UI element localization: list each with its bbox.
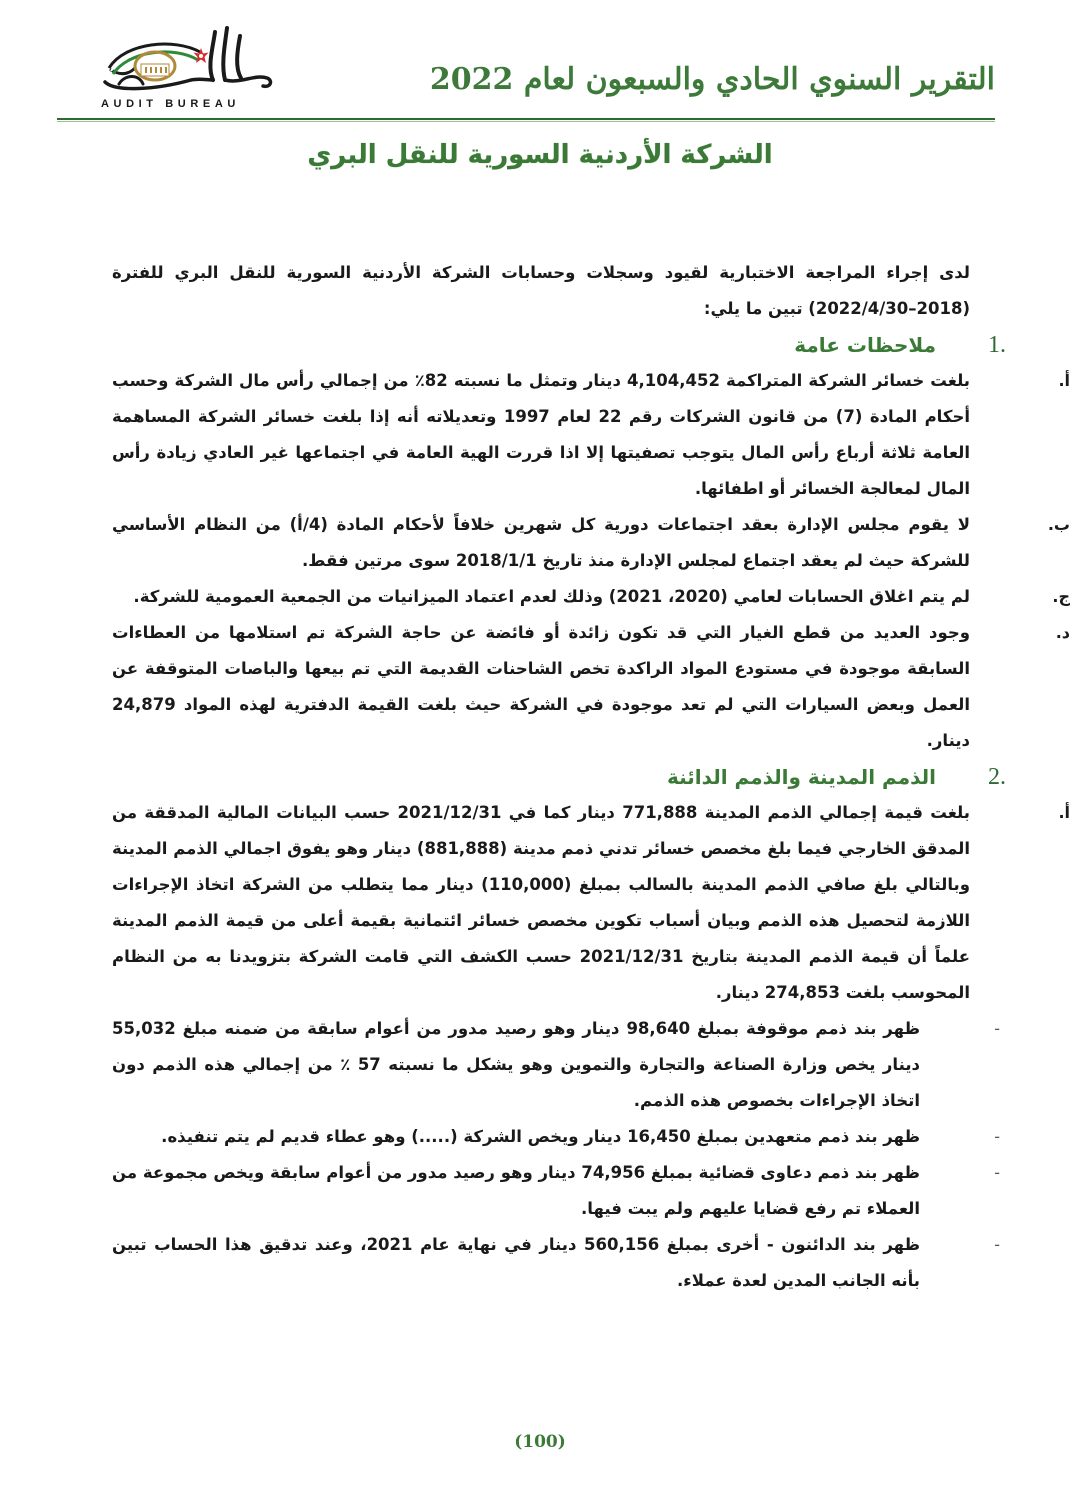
list-item xyxy=(112,363,1070,507)
list-item xyxy=(112,579,1070,615)
item-label: ج. xyxy=(1052,587,1070,606)
bullet-item xyxy=(112,1227,1000,1299)
section-general-notes xyxy=(112,327,1070,759)
list-item xyxy=(112,615,1070,759)
item-text: لا يقوم مجلس الإدارة بعقد اجتماعات دورية كل شهرين خلافاً لأحكام المادة (4/أ) من النظام الأساسي للشركة حيث لم يعقد اجتماع لمجلس الإدارة منذ تاريخ 2018/1/1 سوى مرتين فقط. xyxy=(112,515,970,570)
item-label: د. xyxy=(1055,623,1070,642)
bullet-text: ظهر بند ذمم متعهدين بمبلغ 16,450 دينار ويخص الشركة (.....) وهو عطاء قديم لم يتم تنفيذه. xyxy=(161,1127,920,1146)
bullet-item xyxy=(112,1119,1000,1155)
dash-marker: - xyxy=(994,1163,1000,1182)
item-text: لم يتم اغلاق الحسابات لعامي (2020، 2021) وذلك لعدم اعتماد الميزانيات من الجمعية العمومية للشركة. xyxy=(133,587,970,606)
company-title: الشركة الأردنية السورية للنقل البري xyxy=(307,140,773,170)
section-number: 2. xyxy=(988,763,1006,790)
section-receivables-payables xyxy=(112,759,1070,1299)
document-body xyxy=(112,255,1070,1299)
bullet-text: ظهر بند ذمم موقوفة بمبلغ 98,640 دينار وهو رصيد مدور من أعوام سابقة من ضمنه مبلغ 55,032 دينار يخص وزارة الصناعة والتجارة والتموين وهو يشكل ما نسبته 57 ٪ من إجمالي هذه الذمم دون اتخاذ الإجراءات بخصوص هذه الذمم. xyxy=(112,1019,921,1110)
logo-caption: AUDIT BUREAU xyxy=(101,98,240,110)
section-number: 1. xyxy=(988,331,1006,358)
header-divider xyxy=(57,118,995,122)
page-number: (100) xyxy=(514,1432,566,1452)
bullet-item xyxy=(112,1155,1000,1227)
audit-bureau-logo xyxy=(95,22,280,110)
audit-bureau-emblem-icon xyxy=(95,22,280,97)
section-title: ملاحظات عامة xyxy=(794,333,936,357)
dash-marker: - xyxy=(994,1019,1000,1038)
section-heading xyxy=(112,327,1006,363)
item-text: بلغت خسائر الشركة المتراكمة 4,104,452 دينار وتمثل ما نسبته 82٪ من إجمالي رأس مال الشركة وحسب أحكام المادة (7) من قانون الشركات رقم 22 لعام 1997 وتعديلاته أنه إذا بلغت خسائر الشركة المساهمة العامة ثلاثة أرباع رأس المال يتوجب تصفيتها إلا اذا قررت الهية العامة في اجتماعها غير العادي زيادة رأس المال لمعالجة الخسائر أو اطفائها. xyxy=(112,371,971,498)
page-header xyxy=(55,20,995,120)
dash-marker: - xyxy=(994,1235,1000,1254)
report-title: التقرير السنوي الحادي والسبعون لعام 2022 xyxy=(429,62,995,97)
item-label: ب. xyxy=(1047,515,1070,534)
item-label: أ. xyxy=(1058,803,1070,822)
item-label: أ. xyxy=(1058,371,1070,390)
bullet-text: ظهر بند الدائنون - أخرى بمبلغ 560,156 دينار في نهاية عام 2021، وعند تدقيق هذا الحساب تبين بأنه الجانب المدين لعدة عملاء. xyxy=(112,1235,921,1290)
bullet-item xyxy=(112,1011,1000,1119)
list-item xyxy=(112,507,1070,579)
dash-marker: - xyxy=(994,1127,1000,1146)
bullet-text: ظهر بند ذمم دعاوى قضائية بمبلغ 74,956 دينار وهو رصيد مدور من أعوام سابقة ويخص مجموعة من العملاء تم رفع قضايا عليهم ولم يبت فيها. xyxy=(112,1163,920,1218)
item-text: بلغت قيمة إجمالي الذمم المدينة 771,888 دينار كما في 2021/12/31 حسب البيانات المالية المدققة من المدقق الخارجي فيما بلغ مخصص خسائر تدني ذمم مدينة (881,888) دينار وهو يفوق اجمالي الذمم المدينة وبالتالي بلغ صافي الذمم المدينة بالسالب بمبلغ (110,000) دينار مما يتطلب من الشركة اتخاذ الإجراءات اللازمة لتحصيل هذه الذمم وبيان أسباب تكوين مخصص خسائر ائتمانية بقيمة أعلى من قيمة الذمم المدينة علماً أن قيمة الذمم المدينة بتاريخ 2021/12/31 حسب الكشف التي قامت الشركة بتزويدنا به من النظام المحوسب بلغت 274,853 دينار. xyxy=(112,803,970,1002)
item-text: وجود العديد من قطع الغيار التي قد تكون زائدة أو فائضة عن حاجة الشركة تم استلامها من العطاءات السابقة موجودة في مستودع المواد الراكدة تخص الشاحنات القديمة التي تم بيعها والباصات المتوقفة عن العمل وبعض السيارات التي لم تعد موجودة في الشركة حيث بلغت القيمة الدفترية لهذه المواد 24,879 دينار. xyxy=(112,623,970,750)
section-title: الذمم المدينة والذمم الدائنة xyxy=(667,765,936,789)
section-heading xyxy=(112,759,1006,795)
list-item xyxy=(112,795,1070,1011)
intro-paragraph: لدى إجراء المراجعة الاختبارية لقيود وسجلات وحسابات الشركة الأردنية السورية للنقل البري للفترة (2018–2022/4/30) تبين ما يلي: xyxy=(112,263,970,318)
